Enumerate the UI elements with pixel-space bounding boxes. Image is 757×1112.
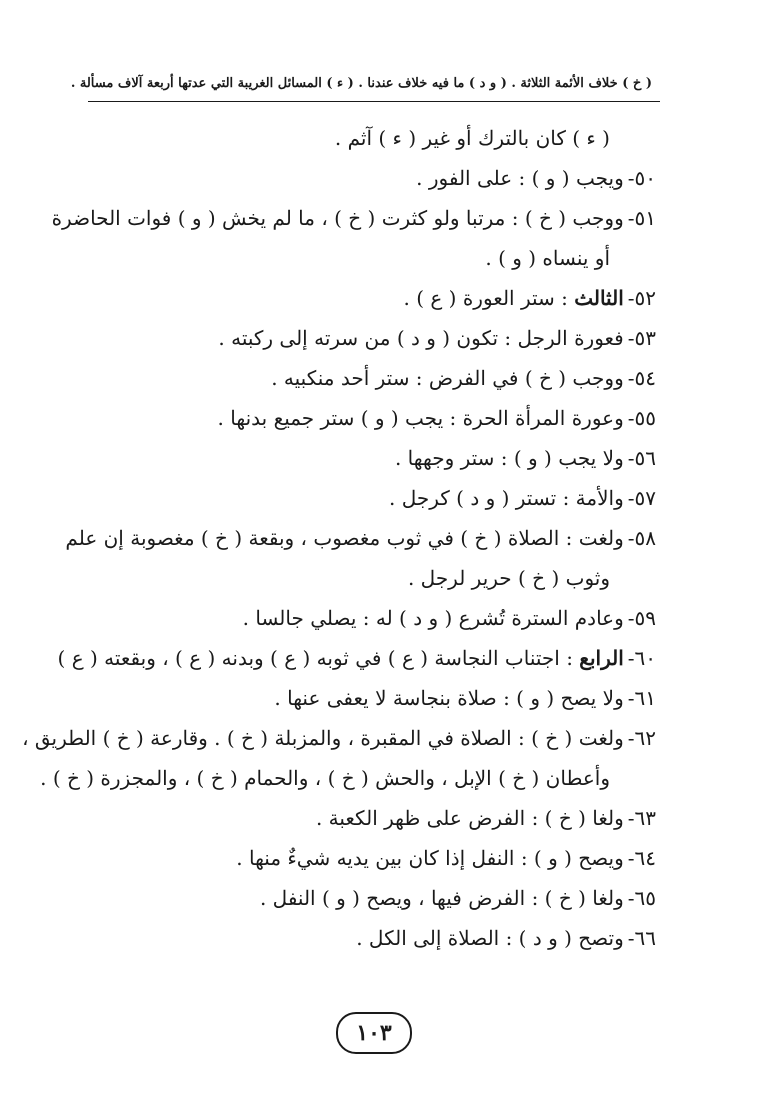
line-text: والأمة : تستر ( و د ) كرجل . — [389, 486, 624, 510]
text-line — [84, 438, 656, 478]
line-text: ولغا ( خ ) : الفرض فيها ، ويصح ( و ) النفل . — [259, 886, 624, 910]
text-line — [57, 638, 656, 678]
line-text: ووجب ( خ ) : مرتبا ولو كثرت ( خ ) ، ما لم يخش ( و ) فوات الحاضرة — [51, 206, 624, 230]
text-line — [84, 878, 656, 918]
line-text: ولغت : الصلاة ( خ ) في ثوب مغصوب ، وبقعة ( خ ) مغصوبة إن علم — [65, 526, 624, 550]
line-text: ( ء ) كان بالترك أو غير ( ء ) آثم . — [334, 126, 610, 150]
line-text: وتصح ( و د ) : الصلاة إلى الكل . — [356, 926, 624, 950]
item-number: ٥٥- — [627, 406, 656, 430]
line-text: وثوب ( خ ) حرير لرجل . — [407, 566, 610, 590]
text-line — [40, 758, 656, 798]
text-line — [84, 398, 656, 438]
line-text: ولا يصح ( و ) : صلاة بنجاسة لا يعفى عنها . — [274, 686, 624, 710]
item-number: ٦٠- — [627, 646, 656, 670]
text-line — [84, 798, 656, 838]
text-line — [84, 558, 656, 598]
text-line — [84, 918, 656, 958]
text-line — [84, 478, 656, 518]
line-text: وعادم السترة تُشرع ( و د ) له : يصلي جالسا . — [242, 606, 624, 630]
page-number: ١٠٣ — [336, 1012, 412, 1054]
item-number: ٦٣- — [627, 806, 656, 830]
text-line — [84, 678, 656, 718]
text-line — [84, 838, 656, 878]
section-heading: الرابع — [579, 646, 624, 670]
item-number: ٥١- — [627, 206, 656, 230]
text-line — [84, 598, 656, 638]
line-text: ويجب ( و ) : على الفور . — [416, 166, 624, 190]
line-text: ويصح ( و ) : النفل إذا كان بين يديه شيءٌ منها . — [236, 846, 624, 870]
line-text: ولغا ( خ ) : الفرض على ظهر الكعبة . — [315, 806, 624, 830]
text-line — [84, 158, 656, 198]
text-line — [22, 718, 656, 758]
item-number: ٥٧- — [627, 486, 656, 510]
text-line — [65, 518, 656, 558]
text-line — [84, 278, 656, 318]
text-line — [51, 198, 656, 238]
item-number: ٥٣- — [627, 326, 656, 350]
line-text: وعورة المرأة الحرة : يجب ( و ) ستر جميع بدنها . — [217, 406, 624, 430]
item-number: ٥٢- — [627, 286, 656, 310]
line-text: : اجتناب النجاسة ( ع ) في ثوبه ( ع ) وبدنه ( ع ) ، وبقعته ( ع ) — [57, 646, 573, 670]
text-line — [84, 358, 656, 398]
item-number: ٥٨- — [627, 526, 656, 550]
text-line — [84, 238, 656, 278]
running-header: ( خ ) خلاف الأئمة الثلاثة . ( و د ) ما فيه خلاف عندنا . ( ء ) المسائل الغريبة التي عدتها أربعة آلاف مسألة . — [70, 76, 652, 91]
line-text: فعورة الرجل : تكون ( و د ) من سرته إلى ركبته . — [218, 326, 624, 350]
item-number: ٦٦- — [627, 926, 656, 950]
line-text: وأعطان ( خ ) الإبل ، والحش ( خ ) ، والحمام ( خ ) ، والمجزرة ( خ ) . — [40, 766, 610, 790]
line-text: ووجب ( خ ) في الفرض : ستر أحد منكبيه . — [271, 366, 624, 390]
text-line — [84, 318, 656, 358]
line-text: ولا يجب ( و ) : ستر وجهها . — [394, 446, 624, 470]
line-text: أو ينساه ( و ) . — [485, 246, 610, 270]
text-body — [22, 118, 656, 958]
item-number: ٦٤- — [627, 846, 656, 870]
item-number: ٥٠- — [627, 166, 656, 190]
line-text: ولغت ( خ ) : الصلاة في المقبرة ، والمزبلة ( خ ) . وقارعة ( خ ) الطريق ، — [22, 726, 624, 750]
item-number: ٥٦- — [627, 446, 656, 470]
item-number: ٥٤- — [627, 366, 656, 390]
item-number: ٦٥- — [627, 886, 656, 910]
item-number: ٦٢- — [627, 726, 656, 750]
text-line — [84, 118, 656, 158]
section-heading: الثالث — [574, 286, 624, 310]
item-number: ٥٩- — [627, 606, 656, 630]
line-text: : ستر العورة ( ع ) . — [403, 286, 568, 310]
item-number: ٦١- — [627, 686, 656, 710]
header-rule — [88, 101, 660, 102]
